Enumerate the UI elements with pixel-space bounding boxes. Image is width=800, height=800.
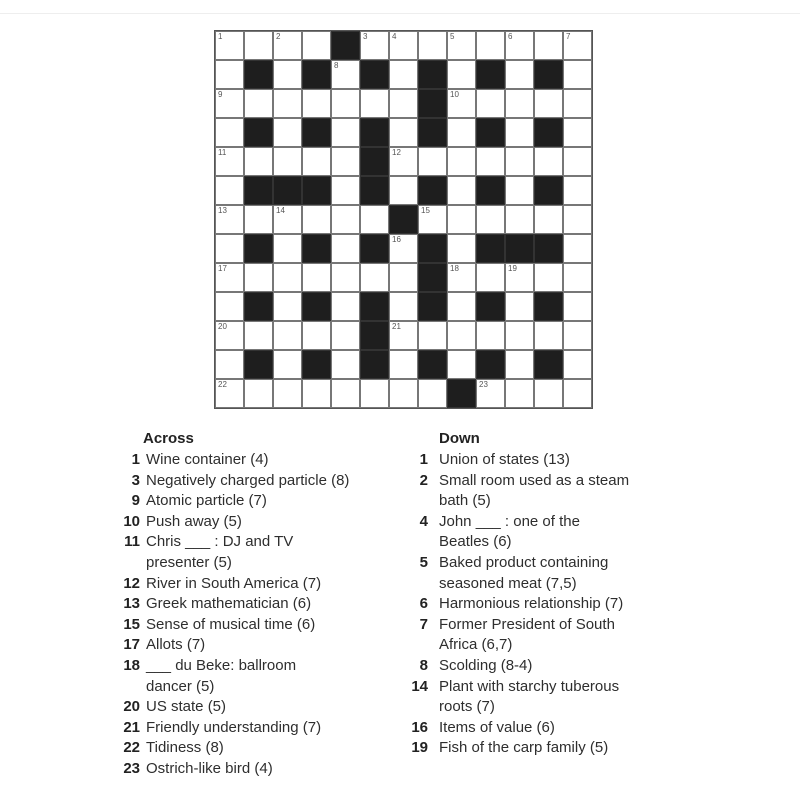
grid-cell[interactable] bbox=[534, 147, 563, 176]
black-cell bbox=[418, 60, 447, 89]
clue-text: Atomic particle (7) bbox=[146, 492, 267, 510]
cell-number: 2 bbox=[276, 32, 281, 41]
black-cell bbox=[360, 176, 389, 205]
black-cell bbox=[302, 292, 331, 321]
clue-text: Ostrich-like bird (4) bbox=[146, 759, 273, 777]
black-cell bbox=[244, 350, 273, 379]
grid-cell[interactable] bbox=[447, 89, 476, 118]
across-heading: Across bbox=[143, 430, 194, 447]
black-cell bbox=[418, 176, 447, 205]
grid-cell[interactable] bbox=[215, 89, 244, 118]
grid-cell[interactable] bbox=[476, 263, 505, 292]
grid-cell[interactable] bbox=[505, 205, 534, 234]
clue-number: 1 bbox=[419, 451, 428, 468]
grid-cell[interactable] bbox=[476, 379, 505, 408]
clue-number: 1 bbox=[131, 451, 140, 468]
grid-cell[interactable] bbox=[447, 321, 476, 350]
clue-number: 19 bbox=[411, 739, 428, 757]
clue-text: Friendly understanding (7) bbox=[146, 718, 322, 736]
cell-number: 3 bbox=[363, 32, 368, 41]
clue-number: 21 bbox=[123, 718, 140, 736]
grid-cell[interactable] bbox=[389, 379, 418, 408]
cell-number: 7 bbox=[566, 32, 571, 41]
black-cell bbox=[476, 292, 505, 321]
clue-text: ___ du Beke: ballroom dancer (5) bbox=[146, 656, 297, 695]
cell-number: 21 bbox=[392, 322, 401, 331]
cell-number: 13 bbox=[218, 206, 227, 215]
grid-cell[interactable] bbox=[563, 350, 592, 379]
cell-number: 23 bbox=[479, 380, 488, 389]
clue-number: 6 bbox=[419, 595, 428, 613]
grid-cell[interactable] bbox=[360, 89, 389, 118]
divider bbox=[0, 13, 800, 14]
black-cell bbox=[302, 350, 331, 379]
grid-cell[interactable] bbox=[215, 205, 244, 234]
clue-number: 9 bbox=[131, 492, 140, 510]
across-clue bbox=[110, 450, 349, 471]
clue-number: 22 bbox=[123, 739, 140, 757]
down-clue bbox=[398, 471, 629, 512]
grid-cell[interactable] bbox=[389, 147, 418, 176]
grid-cell[interactable] bbox=[244, 205, 273, 234]
grid-cell[interactable] bbox=[302, 147, 331, 176]
clue-text: Former President of South Africa (6,7) bbox=[439, 615, 615, 654]
grid-cell[interactable] bbox=[563, 234, 592, 263]
black-cell bbox=[418, 350, 447, 379]
cell-number: 18 bbox=[450, 264, 459, 273]
black-cell bbox=[534, 60, 563, 89]
clue-text: Greek mathematician (6) bbox=[146, 595, 312, 613]
clue-number: 12 bbox=[123, 574, 140, 592]
black-cell bbox=[418, 118, 447, 147]
grid-cell[interactable] bbox=[215, 263, 244, 292]
grid-cell[interactable] bbox=[476, 205, 505, 234]
across-clue bbox=[110, 718, 349, 739]
grid-cell[interactable] bbox=[389, 292, 418, 321]
black-cell bbox=[534, 118, 563, 147]
grid-cell[interactable] bbox=[273, 292, 302, 321]
grid-cell[interactable] bbox=[505, 350, 534, 379]
clue-number: 13 bbox=[123, 595, 140, 613]
cell-number: 8 bbox=[334, 61, 339, 70]
grid-cell[interactable] bbox=[534, 31, 563, 60]
clue-text: US state (5) bbox=[146, 698, 227, 716]
clue-text: Scolding (8-4) bbox=[439, 656, 533, 674]
grid-cell[interactable] bbox=[302, 321, 331, 350]
across-clue bbox=[110, 491, 349, 512]
grid-cell[interactable] bbox=[563, 321, 592, 350]
grid-cell[interactable] bbox=[505, 31, 534, 60]
black-cell bbox=[360, 60, 389, 89]
grid-cell[interactable] bbox=[505, 379, 534, 408]
grid-cell[interactable] bbox=[563, 176, 592, 205]
grid-cell[interactable] bbox=[244, 379, 273, 408]
grid-cell[interactable] bbox=[331, 379, 360, 408]
black-cell bbox=[418, 292, 447, 321]
grid-cell[interactable] bbox=[534, 379, 563, 408]
across-clue bbox=[110, 512, 349, 533]
black-cell bbox=[244, 118, 273, 147]
black-cell bbox=[360, 118, 389, 147]
black-cell bbox=[244, 234, 273, 263]
grid-cell[interactable] bbox=[244, 31, 273, 60]
grid-cell[interactable] bbox=[389, 60, 418, 89]
grid-cell[interactable] bbox=[418, 205, 447, 234]
grid-cell[interactable] bbox=[505, 60, 534, 89]
grid-cell[interactable] bbox=[244, 89, 273, 118]
black-cell bbox=[534, 292, 563, 321]
black-cell bbox=[302, 60, 331, 89]
down-clue bbox=[398, 718, 629, 739]
grid-cell[interactable] bbox=[447, 176, 476, 205]
grid-cell[interactable] bbox=[215, 176, 244, 205]
clue-number: 8 bbox=[419, 656, 428, 674]
grid-cell[interactable] bbox=[563, 379, 592, 408]
black-cell bbox=[273, 176, 302, 205]
grid-cell[interactable] bbox=[244, 263, 273, 292]
grid-cell[interactable] bbox=[563, 60, 592, 89]
grid-cell[interactable] bbox=[244, 321, 273, 350]
cell-number: 5 bbox=[450, 32, 455, 41]
across-clue bbox=[110, 574, 349, 595]
grid-cell[interactable] bbox=[563, 147, 592, 176]
grid-cell[interactable] bbox=[331, 205, 360, 234]
grid-cell[interactable] bbox=[215, 292, 244, 321]
black-cell bbox=[418, 89, 447, 118]
grid-cell[interactable] bbox=[389, 321, 418, 350]
cell-number: 14 bbox=[276, 206, 285, 215]
grid-cell[interactable] bbox=[215, 234, 244, 263]
clue-text: Baked product containing seasoned meat (7,5) bbox=[439, 553, 609, 592]
grid-cell[interactable] bbox=[418, 31, 447, 60]
grid-cell[interactable] bbox=[505, 176, 534, 205]
clue-number: 3 bbox=[131, 471, 140, 489]
cell-number: 6 bbox=[508, 32, 513, 41]
black-cell bbox=[476, 234, 505, 263]
cell-number: 22 bbox=[218, 380, 227, 389]
clue-number: 10 bbox=[123, 512, 140, 530]
clue-number: 5 bbox=[419, 553, 428, 571]
clue-number: 14 bbox=[411, 677, 428, 695]
grid-cell[interactable] bbox=[331, 350, 360, 379]
grid-cell[interactable] bbox=[563, 263, 592, 292]
cell-number: 1 bbox=[218, 32, 223, 41]
black-cell bbox=[505, 234, 534, 263]
grid-cell[interactable] bbox=[534, 321, 563, 350]
clue-text: Small room used as a steam bath (5) bbox=[439, 471, 630, 510]
black-cell bbox=[302, 176, 331, 205]
grid-cell[interactable] bbox=[389, 263, 418, 292]
crossword-grid bbox=[214, 30, 593, 409]
grid-cell[interactable] bbox=[447, 292, 476, 321]
grid-cell[interactable] bbox=[534, 263, 563, 292]
cell-number: 17 bbox=[218, 264, 227, 273]
grid-cell[interactable] bbox=[273, 60, 302, 89]
grid-cell[interactable] bbox=[418, 321, 447, 350]
grid-cell[interactable] bbox=[447, 263, 476, 292]
clue-number: 2 bbox=[419, 471, 428, 489]
black-cell bbox=[534, 350, 563, 379]
across-clue bbox=[110, 594, 349, 615]
grid-cell[interactable] bbox=[447, 350, 476, 379]
grid-cell[interactable] bbox=[215, 379, 244, 408]
black-cell bbox=[476, 60, 505, 89]
across-clue bbox=[110, 635, 349, 656]
grid-cell[interactable] bbox=[389, 350, 418, 379]
grid-cell[interactable] bbox=[418, 379, 447, 408]
grid-cell[interactable] bbox=[505, 321, 534, 350]
clue-text: River in South America (7) bbox=[146, 574, 322, 592]
grid-cell[interactable] bbox=[215, 31, 244, 60]
grid-cell[interactable] bbox=[215, 118, 244, 147]
grid-cell[interactable] bbox=[273, 379, 302, 408]
grid-cell[interactable] bbox=[447, 147, 476, 176]
down-clue bbox=[398, 677, 629, 718]
clue-number: 7 bbox=[419, 615, 428, 633]
clue-text: Sense of musical time (6) bbox=[146, 615, 316, 633]
clue-text: Fish of the carp family (5) bbox=[439, 739, 609, 757]
black-cell bbox=[302, 118, 331, 147]
across-clue bbox=[110, 532, 349, 573]
cell-number: 4 bbox=[392, 32, 397, 41]
grid-cell[interactable] bbox=[273, 31, 302, 60]
clue-number: 16 bbox=[411, 718, 428, 736]
clue-number: 4 bbox=[419, 512, 428, 530]
black-cell bbox=[476, 176, 505, 205]
grid-cell[interactable] bbox=[215, 60, 244, 89]
grid-cell[interactable] bbox=[331, 321, 360, 350]
grid-cell[interactable] bbox=[273, 234, 302, 263]
grid-cell[interactable] bbox=[447, 205, 476, 234]
grid-cell[interactable] bbox=[563, 292, 592, 321]
grid-cell[interactable] bbox=[331, 176, 360, 205]
black-cell bbox=[360, 350, 389, 379]
grid-cell[interactable] bbox=[302, 31, 331, 60]
grid-cell[interactable] bbox=[360, 263, 389, 292]
grid-cell[interactable] bbox=[273, 89, 302, 118]
clue-text: Allots (7) bbox=[146, 636, 206, 654]
grid-cell[interactable] bbox=[302, 379, 331, 408]
grid-cell[interactable] bbox=[505, 292, 534, 321]
grid-cell[interactable] bbox=[215, 147, 244, 176]
clue-text: Wine container (4) bbox=[146, 451, 269, 468]
grid-cell[interactable] bbox=[331, 118, 360, 147]
grid-cell[interactable] bbox=[534, 205, 563, 234]
grid-cell[interactable] bbox=[273, 350, 302, 379]
black-cell bbox=[244, 176, 273, 205]
clue-number: 11 bbox=[124, 533, 140, 551]
across-clue bbox=[110, 697, 349, 718]
cell-number: 11 bbox=[218, 148, 227, 157]
across-clue bbox=[110, 471, 349, 492]
black-cell bbox=[331, 31, 360, 60]
clue-text: Harmonious relationship (7) bbox=[439, 595, 624, 613]
clue-text: Union of states (13) bbox=[439, 451, 570, 468]
across-clue bbox=[110, 759, 349, 780]
grid-cell[interactable] bbox=[302, 263, 331, 292]
clue-number: 15 bbox=[123, 615, 140, 633]
down-clue bbox=[398, 512, 629, 553]
black-cell bbox=[360, 321, 389, 350]
cell-number: 20 bbox=[218, 322, 227, 331]
grid-cell[interactable] bbox=[534, 89, 563, 118]
black-cell bbox=[389, 205, 418, 234]
grid-cell[interactable] bbox=[447, 118, 476, 147]
black-cell bbox=[418, 263, 447, 292]
across-clues bbox=[110, 429, 349, 780]
clue-number: 18 bbox=[123, 656, 140, 674]
black-cell bbox=[360, 147, 389, 176]
cell-number: 12 bbox=[392, 148, 401, 157]
grid-cell[interactable] bbox=[563, 31, 592, 60]
grid-cell[interactable] bbox=[505, 147, 534, 176]
clue-number: 20 bbox=[123, 698, 140, 716]
grid-cell[interactable] bbox=[389, 234, 418, 263]
clue-text: Push away (5) bbox=[146, 512, 242, 530]
grid-cell[interactable] bbox=[331, 234, 360, 263]
grid-cell[interactable] bbox=[273, 147, 302, 176]
grid-cell[interactable] bbox=[215, 350, 244, 379]
grid-cell[interactable] bbox=[331, 292, 360, 321]
grid-cell[interactable] bbox=[273, 321, 302, 350]
cell-number: 10 bbox=[450, 90, 459, 99]
grid-cell[interactable] bbox=[331, 147, 360, 176]
grid-cell[interactable] bbox=[505, 89, 534, 118]
down-clue bbox=[398, 553, 629, 594]
down-heading: Down bbox=[439, 430, 480, 447]
cell-number: 16 bbox=[392, 235, 401, 244]
down-clue bbox=[398, 450, 629, 471]
grid-cell[interactable] bbox=[273, 118, 302, 147]
black-cell bbox=[418, 234, 447, 263]
clue-number: 23 bbox=[123, 759, 140, 777]
clue-text: Items of value (6) bbox=[439, 718, 555, 736]
grid-cell[interactable] bbox=[563, 89, 592, 118]
clue-text: Negatively charged particle (8) bbox=[146, 471, 350, 489]
black-cell bbox=[360, 292, 389, 321]
cell-number: 19 bbox=[508, 264, 517, 273]
black-cell bbox=[534, 234, 563, 263]
across-clue bbox=[110, 738, 349, 759]
grid-cell[interactable] bbox=[447, 234, 476, 263]
down-clue bbox=[398, 594, 629, 615]
grid-cell[interactable] bbox=[215, 321, 244, 350]
grid-cell[interactable] bbox=[302, 89, 331, 118]
grid-cell[interactable] bbox=[389, 176, 418, 205]
black-cell bbox=[244, 292, 273, 321]
grid-cell[interactable] bbox=[389, 118, 418, 147]
grid-cell[interactable] bbox=[244, 147, 273, 176]
across-clue bbox=[110, 656, 349, 697]
black-cell bbox=[447, 379, 476, 408]
clue-number: 17 bbox=[123, 636, 140, 654]
grid-cell[interactable] bbox=[331, 89, 360, 118]
grid-cell[interactable] bbox=[360, 379, 389, 408]
grid-cell[interactable] bbox=[563, 118, 592, 147]
across-clue bbox=[110, 615, 349, 636]
cell-number: 15 bbox=[421, 206, 430, 215]
grid-cell[interactable] bbox=[302, 205, 331, 234]
grid-cell[interactable] bbox=[476, 89, 505, 118]
grid-cell[interactable] bbox=[331, 60, 360, 89]
grid-cell[interactable] bbox=[360, 31, 389, 60]
grid-cell[interactable] bbox=[505, 118, 534, 147]
black-cell bbox=[244, 60, 273, 89]
grid-cell[interactable] bbox=[447, 60, 476, 89]
black-cell bbox=[476, 118, 505, 147]
black-cell bbox=[360, 234, 389, 263]
clue-text: Tidiness (8) bbox=[146, 739, 224, 757]
grid-cell[interactable] bbox=[447, 31, 476, 60]
down-clue bbox=[398, 615, 629, 656]
grid-cell[interactable] bbox=[563, 205, 592, 234]
down-clue bbox=[398, 738, 629, 759]
cell-number: 9 bbox=[218, 90, 223, 99]
grid-cell[interactable] bbox=[418, 147, 447, 176]
grid-cell[interactable] bbox=[476, 321, 505, 350]
down-clue bbox=[398, 656, 629, 677]
grid-cell[interactable] bbox=[331, 263, 360, 292]
black-cell bbox=[302, 234, 331, 263]
clue-text: Chris ___ : DJ and TV presenter (5) bbox=[146, 533, 294, 571]
grid-cell[interactable] bbox=[389, 31, 418, 60]
clue-text: John ___ : one of the Beatles (6) bbox=[439, 512, 580, 551]
grid-cell[interactable] bbox=[360, 205, 389, 234]
black-cell bbox=[476, 350, 505, 379]
grid-cell[interactable] bbox=[476, 147, 505, 176]
clue-text: Plant with starchy tuberous roots (7) bbox=[439, 677, 620, 716]
down-clues bbox=[398, 429, 629, 759]
black-cell bbox=[534, 176, 563, 205]
grid-cell[interactable] bbox=[505, 263, 534, 292]
grid-cell[interactable] bbox=[389, 89, 418, 118]
grid-cell[interactable] bbox=[476, 31, 505, 60]
grid-cell[interactable] bbox=[273, 205, 302, 234]
grid-cell[interactable] bbox=[273, 263, 302, 292]
